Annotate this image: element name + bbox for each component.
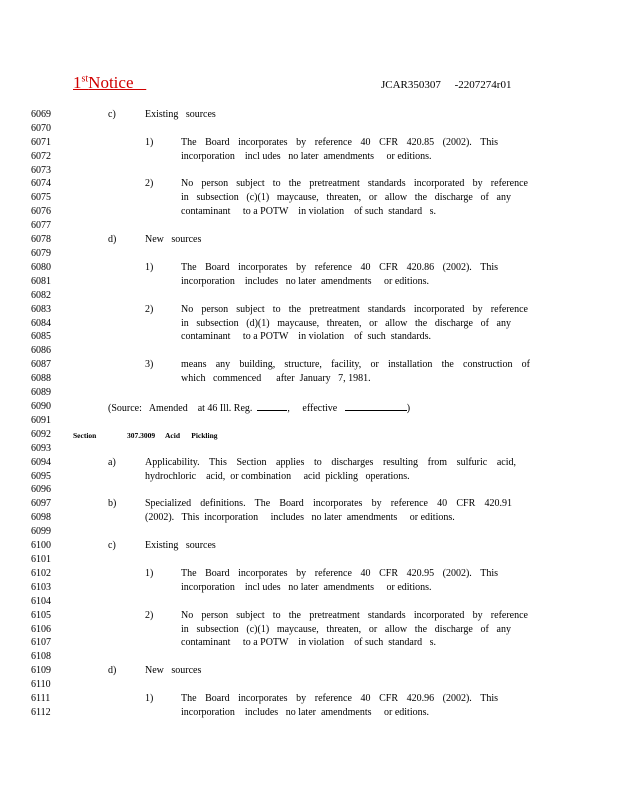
item-number: 1) [145, 568, 154, 579]
line-number: 6100 [31, 540, 51, 551]
item-number: 3) [145, 359, 154, 370]
paragraph-line: The Board incorporates by reference 40 CFR 420.85 (2002). This [181, 137, 498, 148]
line-number: 6083 [31, 304, 51, 315]
paragraph-line: incorporation includes no later amendments or editions. [181, 707, 429, 718]
item-number: 1) [145, 693, 154, 704]
paragraph-line: No person subject to the pretreatment standards incorporated by reference [181, 610, 528, 621]
source-close: ) [406, 403, 411, 414]
paragraph-line: incorporation incl udes no later amendments or editions. [181, 582, 432, 593]
line-number: 6085 [31, 331, 51, 342]
reg-blank [257, 401, 287, 411]
line-number: 6101 [31, 554, 51, 565]
line-number: 6070 [31, 123, 51, 134]
line-number: 6069 [31, 109, 51, 120]
line-number: 6089 [31, 387, 51, 398]
line-number: 6075 [31, 192, 51, 203]
line-number: 6106 [31, 624, 51, 635]
line-number: 6107 [31, 637, 51, 648]
paragraph-line: in subsection (c)(1) maycause, threaten, or allow the discharge of any [181, 192, 511, 203]
line-number: 6104 [31, 596, 51, 607]
item-number: 2) [145, 304, 154, 315]
line-number: 6079 [31, 248, 51, 259]
paragraph-line: (2002). This incorporation includes no later amendments or editions. [145, 512, 455, 523]
source-note [108, 401, 410, 415]
subsection-label: b) [108, 498, 117, 509]
line-number: 6095 [31, 471, 51, 482]
paragraph-line: contaminant to a POTW in violation of such standard s. [181, 637, 437, 648]
line-number: 6084 [31, 318, 51, 329]
paragraph-line: The Board incorporates by reference 40 CFR 420.96 (2002). This [181, 693, 498, 704]
paragraph-line: which commenced after January 7, 1981. [181, 373, 371, 384]
paragraph-line: contaminant to a POTW in violation of such standard s. [181, 206, 437, 217]
line-number: 6099 [31, 526, 51, 537]
paragraph-line: hydrochloric acid, or combination acid pickling operations. [145, 471, 410, 482]
line-number: 6074 [31, 178, 51, 189]
item-number: 2) [145, 178, 154, 189]
notice-superscript: st [81, 73, 89, 85]
notice-title [73, 73, 146, 93]
line-number: 6112 [31, 707, 51, 718]
line-number: 6077 [31, 220, 51, 231]
paragraph-line: The Board incorporates by reference 40 CFR 420.95 (2002). This [181, 568, 498, 579]
line-number: 6094 [31, 457, 51, 468]
effective-blank [345, 401, 407, 411]
subsection-label: d) [108, 234, 117, 245]
paragraph-line: contaminant to a POTW in violation of such standards. [181, 331, 432, 342]
line-number: 6073 [31, 165, 51, 176]
line-number: 6072 [31, 151, 51, 162]
line-number: 6111 [31, 693, 51, 704]
source-text: (Source: Amended at 46 Ill. Reg. [108, 403, 253, 414]
line-number: 6090 [31, 401, 51, 412]
line-number: 6098 [31, 512, 51, 523]
notice-word: Notice [88, 73, 134, 92]
notice-number: 1 [73, 73, 82, 92]
line-number: 6103 [31, 582, 51, 593]
line-number: 6088 [31, 373, 51, 384]
line-number: 6082 [31, 290, 51, 301]
subsection-heading: Existing sources [145, 540, 216, 551]
line-number: 6081 [31, 276, 51, 287]
paragraph-line: No person subject to the pretreatment standards incorporated by reference [181, 178, 528, 189]
paragraph-line: in subsection (c)(1) maycause, threaten, or allow the discharge of any [181, 624, 511, 635]
item-number: 1) [145, 262, 154, 273]
subsection-label: c) [108, 109, 116, 120]
line-number: 6086 [31, 345, 51, 356]
line-number: 6071 [31, 137, 51, 148]
line-number: 6078 [31, 234, 51, 245]
line-number: 6091 [31, 415, 51, 426]
paragraph-line: incorporation incl udes no later amendments or editions. [181, 151, 432, 162]
subsection-heading: Existing sources [145, 109, 216, 120]
line-number: 6110 [31, 679, 51, 690]
line-number: 6096 [31, 484, 51, 495]
paragraph-line: Specialized definitions. The Board incorporates by reference 40 CFR 420.91 [145, 498, 512, 509]
item-number: 2) [145, 610, 154, 621]
section-word: Section [73, 431, 97, 440]
section-number: 307.3009 [127, 431, 156, 440]
line-number: 6097 [31, 498, 51, 509]
line-number: 6102 [31, 568, 51, 579]
line-number: 6109 [31, 665, 51, 676]
line-number: 6108 [31, 651, 51, 662]
paragraph-line: The Board incorporates by reference 40 CFR 420.86 (2002). This [181, 262, 498, 273]
subsection-label: a) [108, 457, 116, 468]
paragraph-line: Applicability. This Section applies to discharges resulting from sulfuric acid, [145, 457, 516, 468]
item-number: 1) [145, 137, 154, 148]
line-number: 6105 [31, 610, 51, 621]
line-number: 6080 [31, 262, 51, 273]
subsection-heading: New sources [145, 665, 202, 676]
source-effective: , effective [287, 403, 338, 414]
jcar-code: JCAR350307 -2207274r01 [381, 79, 512, 91]
subsection-label: c) [108, 540, 116, 551]
section-title: Acid Pickling [165, 431, 218, 440]
line-number: 6093 [31, 443, 51, 454]
subsection-heading: New sources [145, 234, 202, 245]
paragraph-line: incorporation includes no later amendments or editions. [181, 276, 429, 287]
paragraph-line: No person subject to the pretreatment standards incorporated by reference [181, 304, 528, 315]
line-number: 6076 [31, 206, 51, 217]
paragraph-line: in subsection (d)(1) maycause, threaten, or allow the discharge of any [181, 318, 511, 329]
paragraph-line: means any building, structure, facility, or installation the construction of [181, 359, 530, 370]
line-number: 6087 [31, 359, 51, 370]
line-number: 6092 [31, 429, 51, 440]
subsection-label: d) [108, 665, 117, 676]
